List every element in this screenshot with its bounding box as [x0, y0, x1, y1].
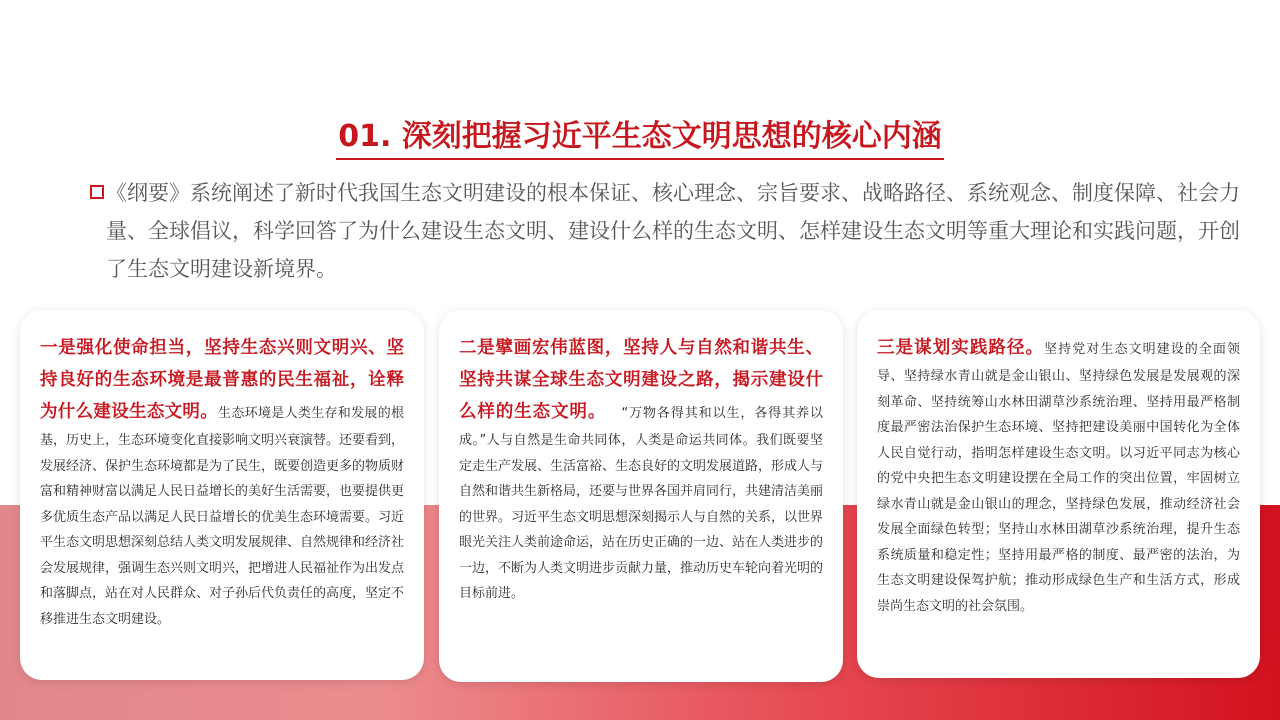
content-card-3	[857, 310, 1260, 678]
card-lead: 三是谋划实践路径。	[877, 338, 1045, 358]
content-card-2	[439, 310, 843, 682]
card-lead: 二是擘画宏伟蓝图，坚持人与自然和谐共生、坚持共谋全球生态文明建设之路，揭示建设什么样的生态文明。	[459, 338, 823, 422]
card-lead: 一是强化使命担当，坚持生态兴则文明兴、坚持良好的生态环境是最普惠的民生福祉，诠释为什么建设生态文明。	[40, 338, 404, 422]
page-title-text: 01. 深刻把握习近平生态文明思想的核心内涵	[336, 118, 944, 160]
intro-paragraph	[90, 174, 1250, 288]
content-card-1	[20, 310, 424, 680]
card-body: “万物各得其和以生，各得其养以成。”人与自然是生命共同体，人类是命运共同体。我们既要坚定走生产发展、生活富裕、生态良好的文明发展道路，形成人与自然和谐共生新格局，还要与世界各国并肩同行，共建清洁美丽的世界。习近平生态文明思想深刻揭示人与自然的关系，以世界眼光关注人类前途命运，站在历史正确的一边、站在人类进步的一边，不断为人类文明进步贡献力量，推动历史车轮向着光明的目标前进。	[459, 406, 824, 601]
intro-text: 《纲要》系统阐述了新时代我国生态文明建设的根本保证、核心理念、宗旨要求、战略路径、系统观念、制度保障、社会力量、全球倡议，科学回答了为什么建设生态文明、建设什么样的生态文明、怎样建设生态文明等重大理论和实践问题，开创了生态文明建设新境界。	[106, 181, 1240, 281]
page-title	[0, 118, 1280, 160]
square-bullet-icon	[90, 185, 104, 199]
card-body: 生态环境是人类生存和发展的根基，历史上，生态环境变化直接影响文明兴衰演替。还要看到，发展经济、保护生态环境都是为了民生，既要创造更多的物质财富和精神财富以满足人民日益增长的美好生活需要，也要提供更多优质生态产品以满足人民日益增长的优美生态环境需要。习近平生态文明思想深刻总结人类文明发展规律、自然规律和经济社会发展规律，强调生态兴则文明兴，把增进人民福祉作为出发点和落脚点，站在对人民群众、对子孙后代负责任的高度，坚定不移推进生态文明建设。	[40, 406, 405, 627]
card-body: 坚持党对生态文明建设的全面领导、坚持绿水青山就是金山银山、坚持绿色发展是发展观的深刻革命、坚持统筹山水林田湖草沙系统治理、坚持用最严格制度最严密法治保护生态环境、坚持把建设美丽中国转化为全体人民自觉行动，指明怎样建设生态文明。以习近平同志为核心的党中央把生态文明建设摆在全局工作的突出位置，牢固树立绿水青山就是金山银山的理念，坚持绿色发展，推动经济社会发展全面绿色转型；坚持山水林田湖草沙系统治理，提升生态系统质量和稳定性；坚持用最严格的制度、最严密的法治，为生态文明建设保驾护航；推动形成绿色生产和生活方式，形成崇尚生态文明的社会氛围。	[877, 342, 1240, 614]
